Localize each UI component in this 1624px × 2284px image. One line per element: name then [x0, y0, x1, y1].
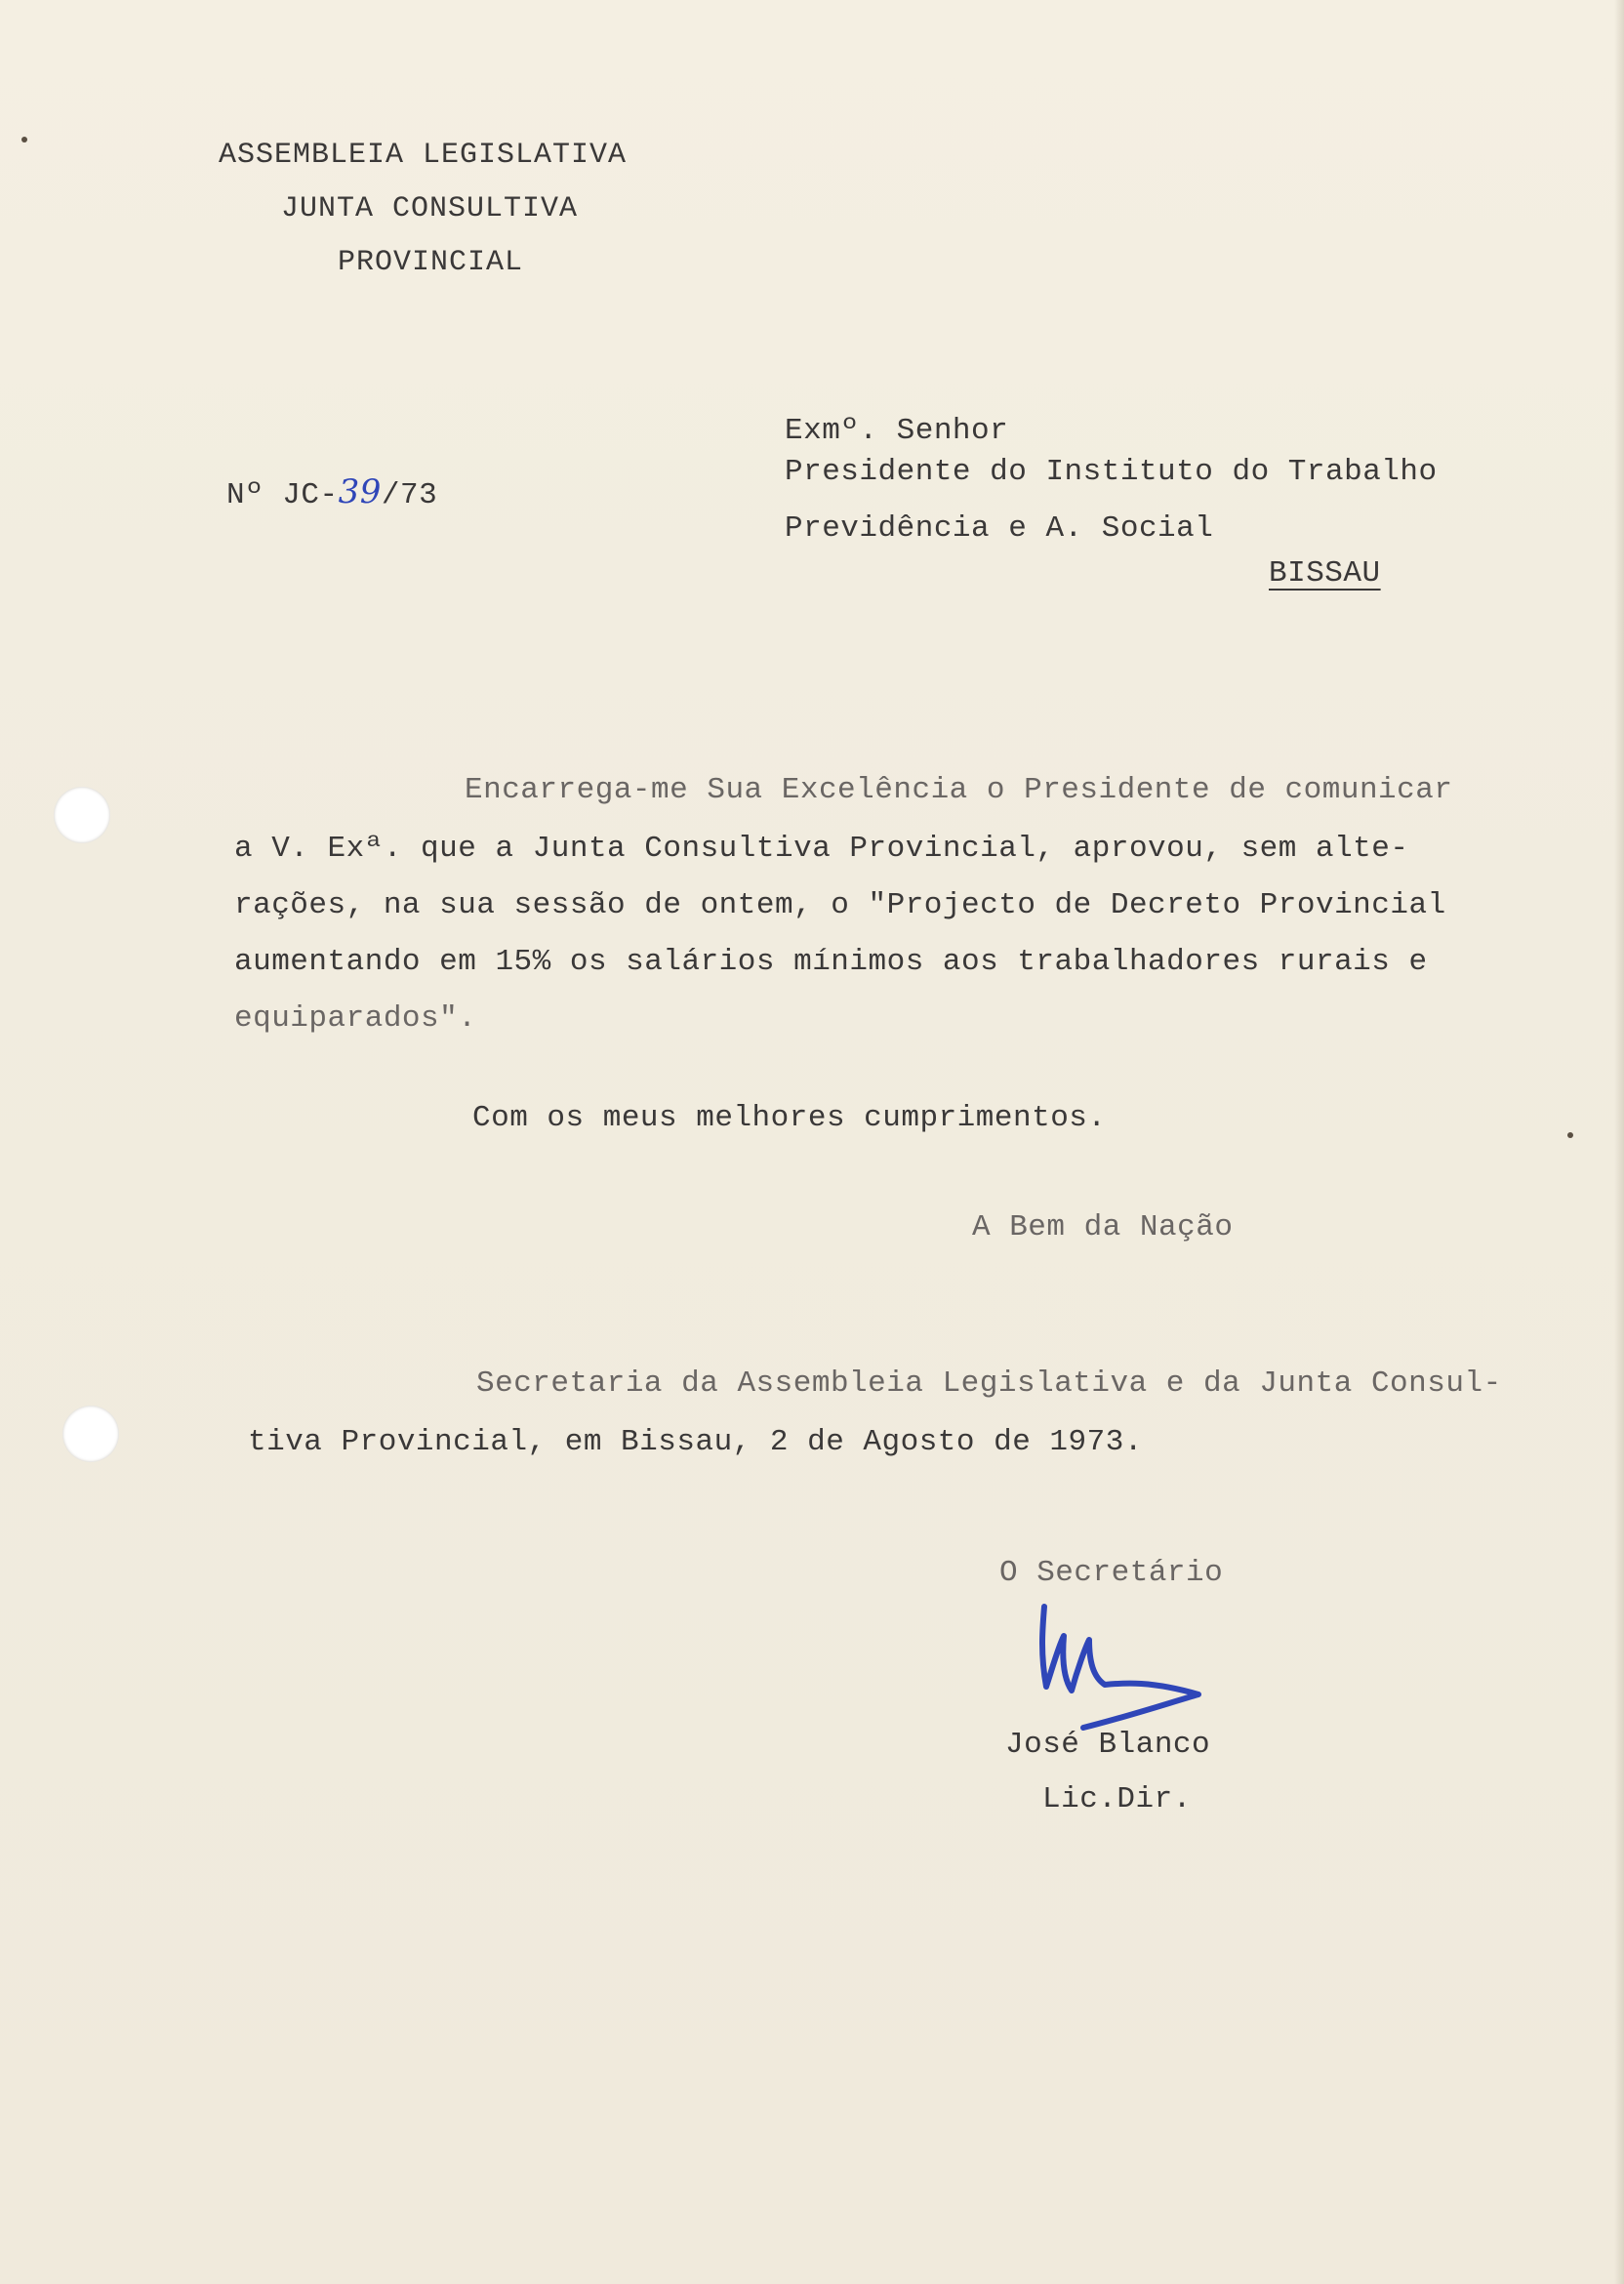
addressee-organization: Previdência e A. Social [785, 511, 1214, 546]
signature-stroke [1042, 1607, 1198, 1728]
signatory-title: O Secretário [999, 1556, 1224, 1590]
handwritten-signature [1015, 1601, 1210, 1737]
addressee-salutation: Exmº. Senhor [785, 414, 1009, 448]
reference-prefix: Nº JC- [226, 478, 339, 512]
addressee-title: Presidente do Instituto do Trabalho [785, 455, 1438, 489]
closing-greeting: Com os meus melhores cumprimentos. [472, 1101, 1107, 1135]
dateline-line-2: tiva Provincial, em Bissau, 2 de Agosto de 1973. [248, 1425, 1143, 1459]
body-line-2: a V. Exª. que a Junta Consultiva Provincial, aprovou, sem alte- [234, 832, 1409, 866]
punch-hole-top [54, 787, 110, 843]
dateline-line-1: Secretaria da Assembleia Legislativa e da Junta Consul- [476, 1366, 1502, 1401]
reference-number [226, 472, 437, 512]
ink-speck [1567, 1132, 1573, 1138]
signatory-name: José Blanco [1005, 1728, 1211, 1762]
body-line-4: aumentando em 15% os salários mínimos aos trabalhadores rurais e [234, 945, 1428, 979]
body-line-1: Encarrega-me Sua Excelência o Presidente de comunicar [465, 773, 1453, 807]
signatory-credential: Lic.Dir. [1042, 1782, 1192, 1816]
body-line-3: rações, na sua sessão de ontem, o "Projecto de Decreto Provincial [234, 888, 1446, 922]
reference-year: /73 [381, 478, 438, 512]
ink-speck [21, 137, 27, 143]
addressee-city: BISSAU [1269, 556, 1381, 591]
reference-handwritten-number: 39 [338, 472, 382, 511]
letterhead-line-3: PROVINCIAL [338, 246, 524, 279]
letterhead-line-2: JUNTA CONSULTIVA [281, 192, 579, 225]
letterhead-line-1: ASSEMBLEIA LEGISLATIVA [219, 139, 628, 172]
punch-hole-bottom [62, 1406, 119, 1462]
body-line-5: equiparados". [234, 1001, 477, 1036]
closing-motto: A Bem da Nação [972, 1210, 1234, 1244]
